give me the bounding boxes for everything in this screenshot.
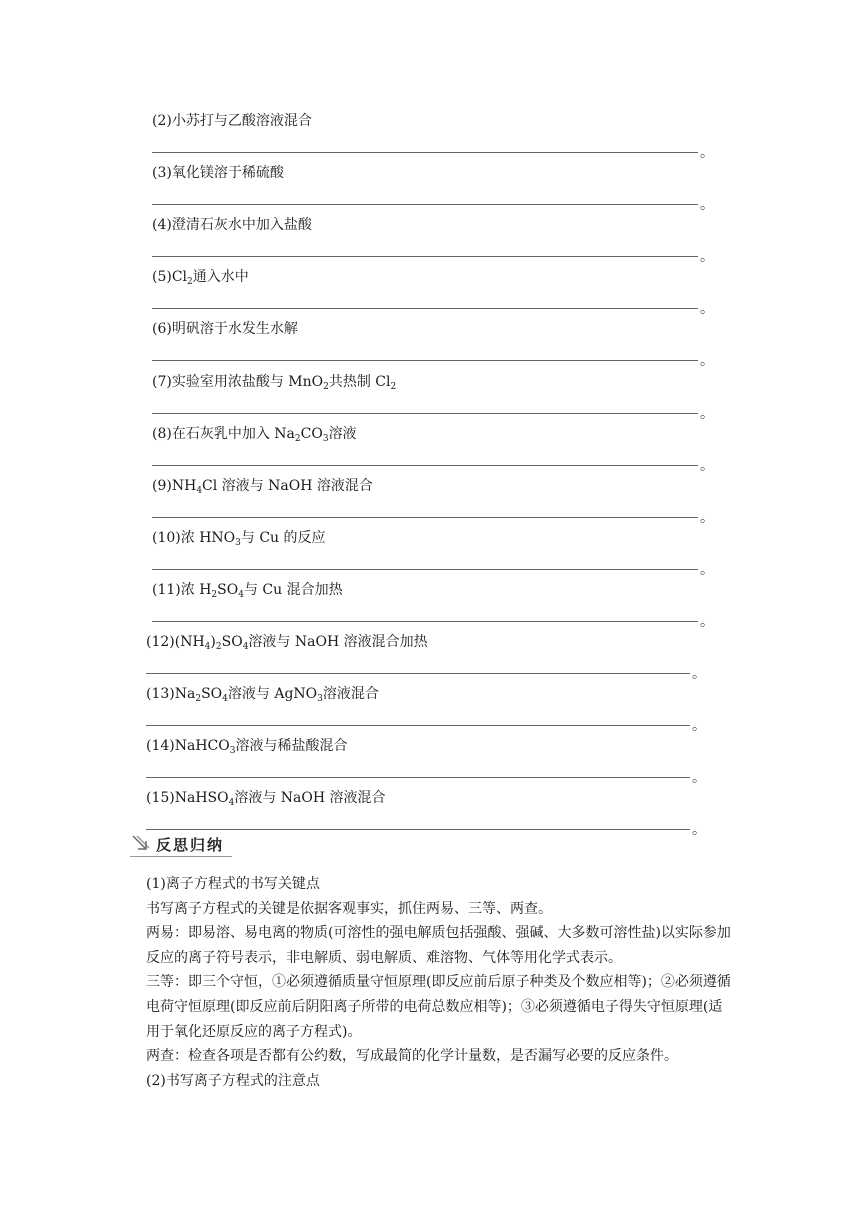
question-prompt: [152, 112, 312, 130]
subscript: 2: [187, 277, 193, 288]
question-prompt: [146, 789, 386, 807]
summary-line: 书写离子方程式的关键是依据客观事实，抓住两易、三等、两查。: [146, 900, 552, 917]
question-number: (15): [146, 790, 175, 807]
subscript: 3: [235, 537, 241, 548]
subscript: 3: [322, 433, 329, 444]
question-number: (9): [152, 477, 172, 494]
subscript: 4: [196, 485, 203, 496]
subscript: 4: [228, 798, 235, 809]
question-number: (5): [152, 269, 172, 286]
question-text: SO: [217, 581, 239, 598]
question-text: (NH: [174, 634, 205, 650]
answer-period: 。: [700, 457, 714, 474]
answer-period: 。: [692, 822, 706, 839]
question-prompt: [146, 685, 379, 703]
question-text: SO: [221, 634, 243, 650]
question-text: 浓 HNO: [180, 529, 236, 546]
summary-line: (2)书写离子方程式的注意点: [146, 1072, 320, 1089]
question-prompt: [152, 477, 373, 495]
question-text: 实验室用浓盐酸与 MnO: [171, 373, 324, 390]
summary-text: [146, 872, 736, 1093]
question-text: 共热制 Cl: [328, 373, 391, 390]
question-text: 在石灰乳中加入 Na: [171, 425, 295, 442]
question-text: 澄清石灰水中加入盐酸: [171, 217, 312, 234]
question-text: 小苏打与乙酸溶液混合: [171, 113, 312, 129]
answer-blank[interactable]: [146, 829, 690, 830]
answer-period: 。: [700, 145, 714, 161]
question-text: 溶液: [328, 425, 357, 442]
subscript: 3: [317, 694, 323, 705]
subscript: 2: [215, 642, 222, 652]
question-text: 浓 H: [180, 581, 212, 598]
heading-underline: [130, 856, 232, 857]
question-prompt: [146, 737, 347, 755]
answer-period: 。: [700, 249, 714, 266]
subscript: 2: [211, 589, 218, 600]
subscript: 2: [294, 433, 301, 444]
answer-period: 。: [692, 718, 706, 735]
question-number: (2): [152, 113, 172, 129]
question-text: 溶液与 NaOH 溶液混合: [234, 790, 386, 807]
answer-blank[interactable]: [152, 256, 698, 257]
question-text: 通入水中: [192, 269, 249, 286]
question-prompt: [152, 268, 249, 286]
question-text: 与 Cu 的反应: [240, 529, 326, 546]
question-prompt: [152, 373, 396, 391]
answer-blank[interactable]: [152, 152, 698, 153]
answer-blank[interactable]: [152, 517, 698, 518]
answer-blank[interactable]: [152, 569, 698, 570]
question-text: Cl 溶液与 NaOH 溶液混合: [202, 477, 373, 494]
question-number: (11): [152, 581, 181, 598]
subscript: 4: [222, 694, 228, 705]
summary-line: 两易：即易溶、易电离的物质(可溶性的强电解质包括强酸、强碱、大多数可溶性盐)以实际参加反应的离子符号表示，非电解质、弱电解质、难溶物、气体等用化学式表示。: [146, 925, 731, 966]
question-text: 溶液混合: [322, 686, 379, 703]
answer-period: 。: [700, 561, 714, 578]
question-text: 溶液与稀盐酸混合: [235, 738, 348, 755]
answer-blank[interactable]: [152, 204, 698, 205]
answer-period: 。: [700, 197, 714, 214]
summary-line: (1)离子方程式的书写关键点: [146, 876, 320, 892]
section-title: 反思归纳: [156, 836, 225, 854]
answer-blank[interactable]: [152, 308, 698, 309]
question-text: Na: [174, 686, 196, 703]
question-text: 溶液与 NaOH 溶液混合加热: [248, 634, 428, 650]
question-number: (7): [152, 373, 172, 390]
answer-period: 。: [692, 770, 706, 787]
answer-period: 。: [700, 509, 714, 526]
question-text: 明矾溶于水发生水解: [171, 321, 298, 338]
section-heading: [130, 832, 232, 856]
question-text: SO: [201, 686, 223, 703]
question-number: (10): [152, 529, 181, 546]
question-prompt: [152, 320, 298, 338]
subscript: 2: [323, 381, 329, 392]
subscript: 2: [390, 381, 397, 392]
subscript: 4: [238, 589, 244, 600]
question-prompt: [152, 529, 326, 547]
question-number: (4): [152, 217, 172, 234]
question-text: NaHSO: [174, 790, 229, 807]
answer-blank[interactable]: [152, 465, 698, 466]
answer-period: 。: [700, 353, 714, 370]
answer-blank[interactable]: [146, 777, 690, 778]
question-text: ): [210, 634, 216, 650]
subscript: 3: [229, 746, 236, 757]
summary-line: 两查：检查各项是否都有公约数，写成最简的化学计量数，是否漏写必要的反应条件。: [146, 1048, 678, 1065]
question-text: CO: [300, 425, 323, 442]
question-number: (6): [152, 321, 172, 338]
question-number: (14): [146, 738, 175, 755]
question-prompt: [146, 633, 428, 651]
answer-period: 。: [692, 666, 706, 682]
question-number: (3): [152, 165, 172, 182]
question-text: 氧化镁溶于稀硫酸: [171, 165, 284, 182]
question-prompt: [152, 216, 312, 234]
answer-blank[interactable]: [152, 413, 698, 414]
subscript: 2: [195, 694, 202, 705]
subscript: 4: [204, 642, 211, 652]
question-number: (12): [146, 634, 175, 650]
answer-blank[interactable]: [152, 360, 698, 361]
answer-blank[interactable]: [146, 673, 690, 674]
question-text: NaHCO: [174, 738, 230, 755]
question-number: (8): [152, 425, 172, 442]
question-prompt: [152, 164, 284, 182]
answer-period: 。: [700, 613, 714, 630]
question-text: NH: [171, 477, 197, 494]
question-text: 与 Cu 混合加热: [243, 581, 343, 598]
question-number: (13): [146, 686, 175, 703]
answer-period: 。: [700, 405, 714, 422]
question-prompt: [152, 425, 357, 443]
answer-blank[interactable]: [152, 621, 698, 622]
question-text: Cl: [171, 269, 188, 286]
double-arrow-icon: [130, 833, 150, 853]
subscript: 4: [242, 642, 249, 652]
question-text: 溶液与 AgNO: [227, 686, 318, 703]
summary-line: 三等：即三个守恒，①必须遵循质量守恒原理(即反应前后原子种类及个数应相等)；②必须遵循电荷守恒原理(即反应前后阴阳离子所带的电荷总数应相等)；③必须遵循电子得失守恒原理(适用于氧化还原反应的离子方程式)。: [146, 974, 731, 1040]
answer-blank[interactable]: [146, 725, 690, 726]
question-prompt: [152, 581, 343, 599]
answer-period: 。: [700, 301, 714, 318]
